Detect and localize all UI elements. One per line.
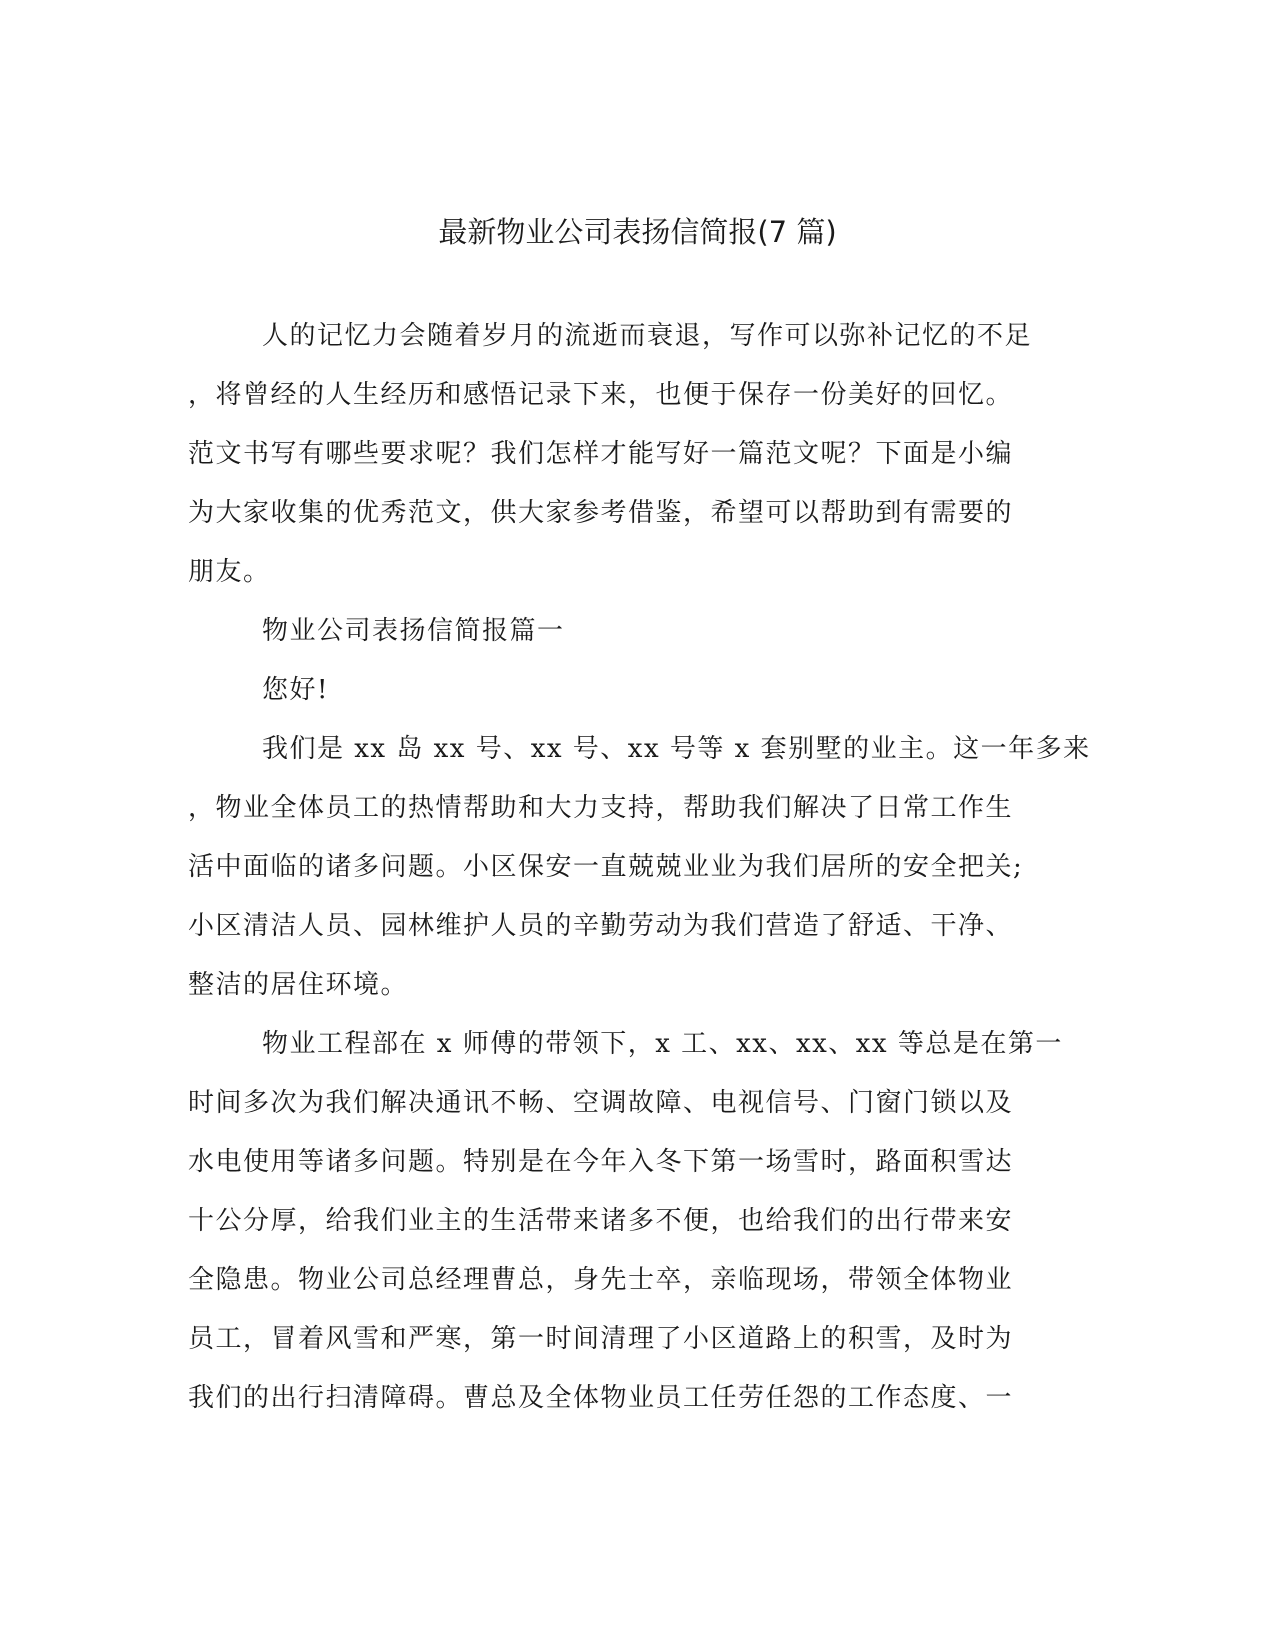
intro-line: ，将曾经的人生经历和感悟记录下来，也便于保存一份美好的回忆。 xyxy=(188,380,1014,410)
paragraph-line: 小区清洁人员、园林维护人员的辛勤劳动为我们营造了舒适、干净、 xyxy=(188,911,1014,941)
intro-line: 范文书写有哪些要求呢？我们怎样才能写好一篇范文呢？下面是小编 xyxy=(188,439,1014,469)
paragraph-line: ，物业全体员工的热情帮助和大力支持，帮助我们解决了日常工作生 xyxy=(188,793,1014,823)
paragraph-line: 时间多次为我们解决通讯不畅、空调故障、电视信号、门窗门锁以及 xyxy=(188,1088,1014,1118)
letter-greeting: 您好! xyxy=(262,675,329,705)
paragraph-line: 活中面临的诸多问题。小区保安一直兢兢业业为我们居所的安全把关; xyxy=(188,852,1024,882)
paragraph-line: 我们的出行扫清障碍。曹总及全体物业员工任劳任怨的工作态度、一 xyxy=(188,1383,1014,1413)
paragraph-line: 我们是 xx 岛 xx 号、xx 号、xx 号等 x 套别墅的业主。这一年多来 xyxy=(262,734,1091,764)
paragraph-line: 员工，冒着风雪和严寒，第一时间清理了小区道路上的积雪，及时为 xyxy=(188,1324,1014,1354)
paragraph-line: 全隐患。物业公司总经理曹总，身先士卒，亲临现场，带领全体物业 xyxy=(188,1265,1014,1295)
intro-line: 人的记忆力会随着岁月的流逝而衰退，写作可以弥补记忆的不足 xyxy=(262,321,1033,351)
paragraph-line: 水电使用等诸多问题。特别是在今年入冬下第一场雪时，路面积雪达 xyxy=(188,1147,1014,1177)
section-heading: 物业公司表扬信简报篇一 xyxy=(262,616,565,646)
document-title: 最新物业公司表扬信简报(7 篇) xyxy=(438,215,837,249)
intro-line: 朋友。 xyxy=(188,557,271,587)
paragraph-line: 整洁的居住环境。 xyxy=(188,970,409,1000)
paragraph-line: 物业工程部在 x 师傅的带领下，x 工、xx、xx、xx 等总是在第一 xyxy=(262,1029,1063,1059)
intro-line: 为大家收集的优秀范文，供大家参考借鉴，希望可以帮助到有需要的 xyxy=(188,498,1014,528)
paragraph-line: 十公分厚，给我们业主的生活带来诸多不便，也给我们的出行带来安 xyxy=(188,1206,1014,1236)
